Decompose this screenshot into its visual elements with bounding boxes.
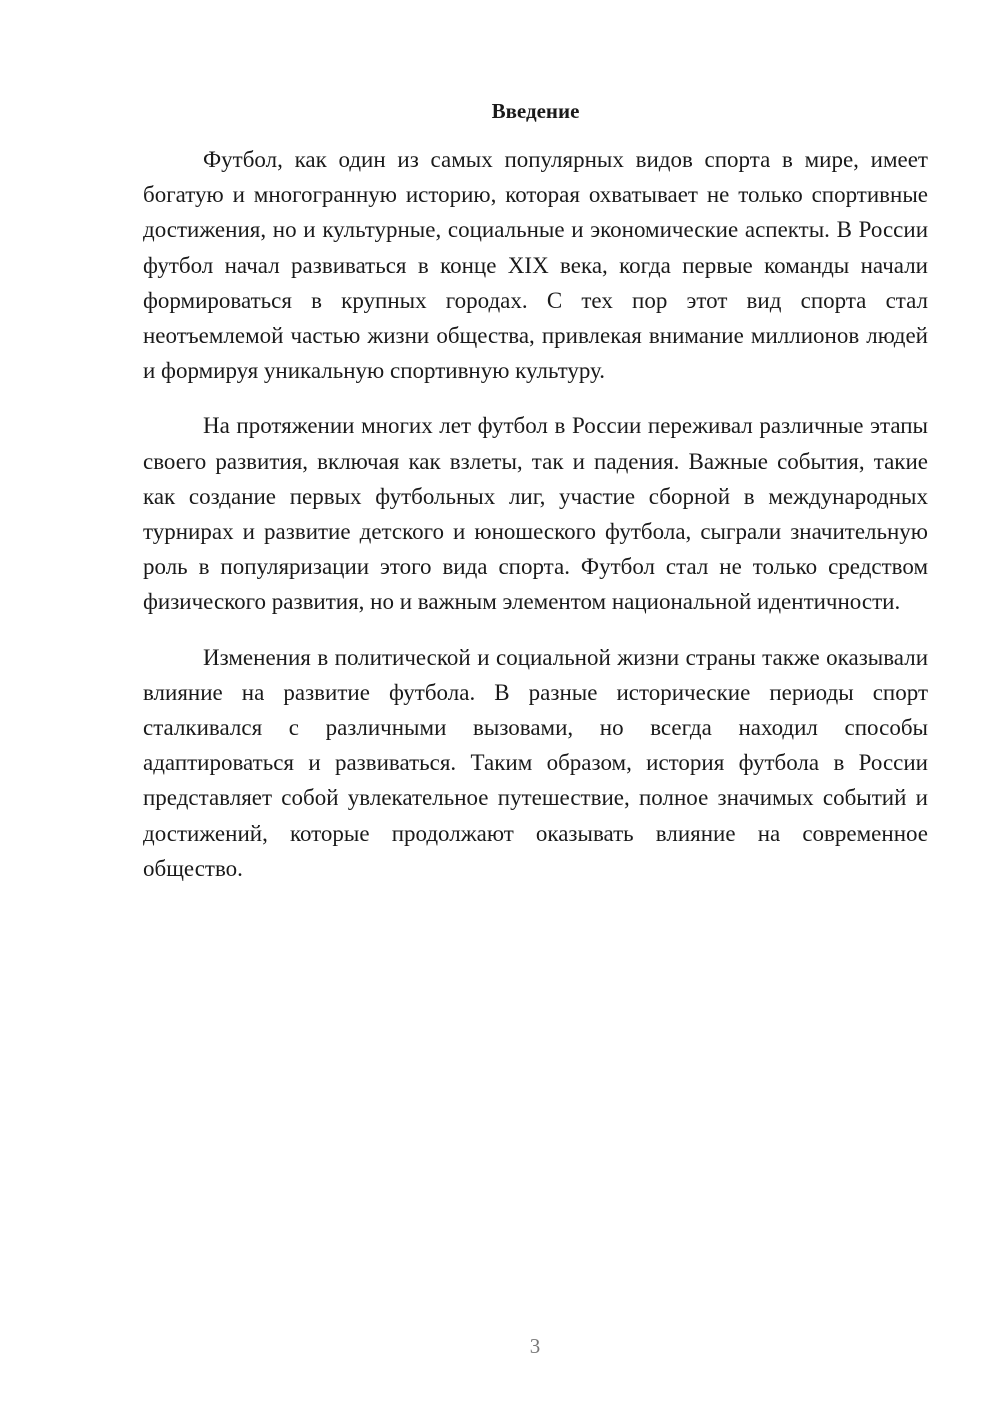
page-number: 3 <box>529 1334 541 1358</box>
section-heading: Введение <box>491 99 580 123</box>
paragraph-3: Изменения в политической и социальной жизни страны также оказывали влияние на развитие футбола. В разные исторические периоды спорт сталкивался с различными вызовами, но всегда находил способы адаптироваться и развиваться. Таким образом, история футбола в России представляет собой увлекательное путешествие, полное значимых событий и достижений, которые продолжают оказывать влияние на современное общество. <box>143 644 928 881</box>
paragraph-2: На протяжении многих лет футбол в России переживал различные этапы своего развития, включая как взлеты, так и падения. Важные события, такие как создание первых футбольных лиг, участие сборной в международных турнирах и развитие детского и юношеского футбола, сыграли значительную роль в популяризации этого вида спорта. Футбол стал не только средством физического развития, но и важным элементом национальной идентичности. <box>143 413 928 615</box>
body-text <box>143 142 928 906</box>
paragraph-1: Футбол, как один из самых популярных видов спорта в мире, имеет богатую и многогранную историю, которая охватывает не только спортивные достижения, но и культурные, социальные и экономические аспекты. В России футбол начал развиваться в конце XIX века, когда первые команды начали формироваться в крупных городах. С тех пор этот вид спорта стал неотъемлемой частью жизни общества, привлекая внимание миллионов людей и формируя уникальную спортивную культуру. <box>143 147 928 384</box>
